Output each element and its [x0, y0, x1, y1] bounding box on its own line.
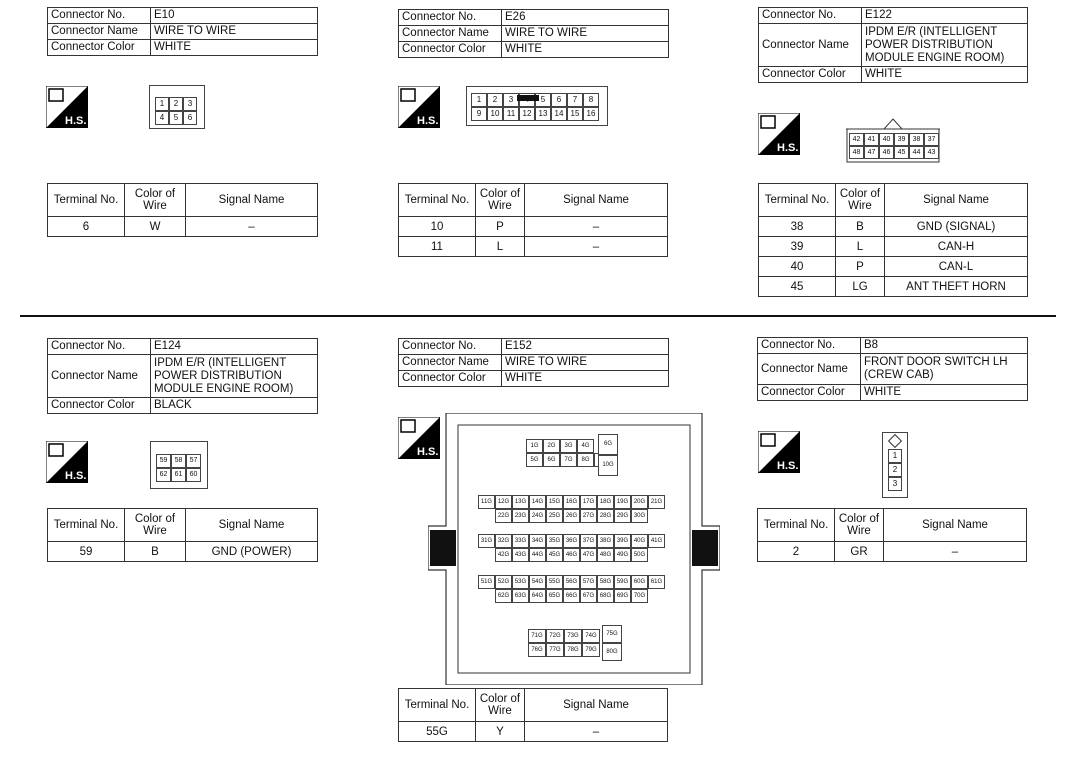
terminal-pin: 1: [155, 97, 169, 111]
terminal-no-cell: 45: [759, 277, 836, 297]
terminal-pin: 29G: [614, 509, 631, 523]
terminal-no-cell: 11: [399, 237, 476, 257]
signal-name-header: Signal Name: [885, 184, 1028, 217]
connector-no-value: E26: [502, 10, 669, 26]
terminal-pin: 24G: [529, 509, 546, 523]
terminal-pin: 5: [535, 93, 551, 107]
terminal-pin: 63G: [512, 589, 529, 603]
color-of-wire-header: Color of Wire: [836, 184, 885, 217]
terminal-pin: 10: [487, 107, 503, 121]
terminal-pin: 61: [171, 468, 186, 482]
terminal-pin: 70G: [631, 589, 648, 603]
harness-side-icon: [758, 431, 800, 473]
terminal-pin: 41: [864, 133, 879, 146]
terminal-pin: 11: [503, 107, 519, 121]
connector-no-label: Connector No.: [759, 8, 862, 24]
wire-color-cell: W: [125, 217, 186, 237]
terminal-pin: 2: [487, 93, 503, 107]
table-row: [399, 237, 668, 257]
wire-color-cell: GR: [835, 542, 884, 562]
terminal-pin: 59G: [614, 575, 631, 589]
connector-name-label: Connector Name: [48, 24, 151, 40]
color-of-wire-header: Color of Wire: [835, 509, 884, 542]
terminal-pin: 6G: [543, 453, 560, 467]
terminal-pin: 65G: [546, 589, 563, 603]
terminal-pin: 30G: [631, 509, 648, 523]
terminal-pin: 13: [535, 107, 551, 121]
hs-label: H.S.: [417, 446, 439, 458]
connector-no-value: E152: [502, 339, 669, 355]
terminal-pin: 44G: [529, 548, 546, 562]
signal-name-cell: –: [186, 217, 318, 237]
terminal-pin: 31G: [478, 534, 495, 548]
terminal-pin: 74G: [582, 629, 600, 643]
terminal-pin: 3: [888, 477, 902, 491]
connector-face-e122: [846, 117, 940, 163]
connector-no-label: Connector No.: [758, 338, 861, 354]
hs-label: H.S.: [65, 115, 87, 127]
terminal-pin: 68G: [597, 589, 614, 603]
terminal-pin: 26G: [563, 509, 580, 523]
connector-face-b8: [882, 432, 908, 498]
connector-color-label: Connector Color: [758, 385, 861, 401]
wire-color-cell: L: [476, 237, 525, 257]
terminal-pin: 15G: [546, 495, 563, 509]
connector-color-value: WHITE: [151, 40, 318, 56]
connector-name-label: Connector Name: [759, 24, 862, 67]
signal-name-cell: ANT THEFT HORN: [885, 277, 1028, 297]
terminal-pin: 15: [567, 107, 583, 121]
wire-color-cell: LG: [836, 277, 885, 297]
terminal-pin: 28G: [597, 509, 614, 523]
terminal-no-cell: 38: [759, 217, 836, 237]
table-row: [399, 722, 668, 742]
table-row: [48, 217, 318, 237]
terminal-pin: 25G: [546, 509, 563, 523]
terminal-no-cell: 55G: [399, 722, 476, 742]
terminal-pin: 58G: [597, 575, 614, 589]
terminal-pin: 45: [894, 146, 909, 159]
terminal-pin: 40: [879, 133, 894, 146]
terminal-pin: 2G: [543, 439, 560, 453]
terminal-pin: 6: [551, 93, 567, 107]
connector-color-label: Connector Color: [759, 67, 862, 83]
table-row: [759, 237, 1028, 257]
terminal-pin: 14G: [529, 495, 546, 509]
signal-name-cell: GND (POWER): [186, 542, 318, 562]
harness-side-icon: [46, 441, 88, 483]
terminal-pin: 76G: [528, 643, 546, 657]
terminal-pin: 39G: [614, 534, 631, 548]
terminal-pin: 75G: [602, 625, 622, 643]
connector-face-e26: [466, 86, 608, 126]
terminal-pin: 73G: [564, 629, 582, 643]
terminal-pin: 11G: [478, 495, 495, 509]
connector-color-value: WHITE: [502, 42, 669, 58]
connector-no-value: B8: [861, 338, 1028, 354]
signal-name-header: Signal Name: [525, 689, 668, 722]
terminal-pin: 61G: [648, 575, 665, 589]
connector-no-label: Connector No.: [399, 10, 502, 26]
terminal-pin: 59: [156, 454, 171, 468]
terminal-table-e26: [398, 183, 668, 257]
terminal-table-e124: [47, 508, 318, 562]
terminal-no-header: Terminal No.: [48, 509, 125, 542]
terminal-pin: 8: [583, 93, 599, 107]
terminal-pin: 34G: [529, 534, 546, 548]
terminal-no-header: Terminal No.: [399, 689, 476, 722]
connector-name-label: Connector Name: [399, 26, 502, 42]
connector-no-value: E10: [151, 8, 318, 24]
terminal-pin: 50G: [631, 548, 648, 562]
terminal-pin: 51G: [478, 575, 495, 589]
connector-info-e124: [47, 338, 318, 414]
signal-name-cell: –: [525, 237, 668, 257]
terminal-pin: 7: [567, 93, 583, 107]
color-of-wire-header: Color of Wire: [125, 509, 186, 542]
table-row: [758, 542, 1027, 562]
terminal-pin: 17G: [580, 495, 597, 509]
connector-face-e124: [150, 441, 208, 489]
connector-color-value: WHITE: [502, 371, 669, 387]
terminal-table-e122: [758, 183, 1028, 297]
connector-color-label: Connector Color: [399, 42, 502, 58]
terminal-pin: 8G: [577, 453, 594, 467]
terminal-pin: 80G: [602, 643, 622, 661]
terminal-pin: 37: [924, 133, 939, 146]
terminal-pin: 33G: [512, 534, 529, 548]
terminal-pin: 71G: [528, 629, 546, 643]
terminal-pin: 64G: [529, 589, 546, 603]
terminal-pin: 45G: [546, 548, 563, 562]
signal-name-header: Signal Name: [884, 509, 1027, 542]
terminal-pin: 46: [879, 146, 894, 159]
terminal-pin: 1: [471, 93, 487, 107]
terminal-pin: 56G: [563, 575, 580, 589]
connector-face-e152: [428, 413, 720, 685]
terminal-pin: 46G: [563, 548, 580, 562]
terminal-no-cell: 6: [48, 217, 125, 237]
terminal-pin: 69G: [614, 589, 631, 603]
terminal-pin: 18G: [597, 495, 614, 509]
connector-name-label: Connector Name: [399, 355, 502, 371]
terminal-pin: 32G: [495, 534, 512, 548]
connector-info-e122: [758, 7, 1028, 83]
harness-side-icon: [758, 113, 800, 155]
terminal-no-cell: 10: [399, 217, 476, 237]
signal-name-cell: CAN-L: [885, 257, 1028, 277]
table-row: [759, 217, 1028, 237]
terminal-pin: 77G: [546, 643, 564, 657]
hs-label: H.S.: [65, 470, 87, 482]
terminal-no-header: Terminal No.: [399, 184, 476, 217]
terminal-table-e10: [47, 183, 318, 237]
terminal-pin: 47: [864, 146, 879, 159]
connector-info-e26: [398, 9, 669, 58]
connector-no-label: Connector No.: [48, 8, 151, 24]
connector-color-label: Connector Color: [48, 398, 151, 414]
terminal-pin: 4G: [577, 439, 594, 453]
terminal-pin: 35G: [546, 534, 563, 548]
terminal-pin: 6G: [598, 434, 618, 455]
section-divider: [20, 315, 1056, 317]
terminal-pin: 79G: [582, 643, 600, 657]
terminal-pin: 67G: [580, 589, 597, 603]
terminal-pin: 2: [169, 97, 183, 111]
terminal-no-cell: 40: [759, 257, 836, 277]
terminal-pin: 43G: [512, 548, 529, 562]
terminal-no-cell: 2: [758, 542, 835, 562]
terminal-pin: 1: [888, 449, 902, 463]
color-of-wire-header: Color of Wire: [476, 689, 525, 722]
connector-color-label: Connector Color: [399, 371, 502, 387]
signal-name-header: Signal Name: [186, 509, 318, 542]
terminal-pin: 43: [924, 146, 939, 159]
terminal-pin: 1G: [526, 439, 543, 453]
terminal-pin: 48: [849, 146, 864, 159]
terminal-pin: 53G: [512, 575, 529, 589]
terminal-pin: 16G: [563, 495, 580, 509]
connector-name-value: WIRE TO WIRE: [502, 26, 669, 42]
terminal-pin: 55G: [546, 575, 563, 589]
terminal-pin: 54G: [529, 575, 546, 589]
terminal-pin: 48G: [597, 548, 614, 562]
connector-info-b8: [757, 337, 1028, 401]
terminal-table-e152: [398, 688, 668, 742]
hs-label: H.S.: [417, 115, 439, 127]
terminal-pin: 27G: [580, 509, 597, 523]
connector-name-value: FRONT DOOR SWITCH LH (CREW CAB): [861, 354, 1028, 385]
harness-side-icon: [398, 86, 440, 128]
wire-color-cell: Y: [476, 722, 525, 742]
terminal-no-header: Terminal No.: [759, 184, 836, 217]
terminal-pin: 20G: [631, 495, 648, 509]
connector-name-label: Connector Name: [48, 355, 151, 398]
connector-color-label: Connector Color: [48, 40, 151, 56]
connector-no-label: Connector No.: [399, 339, 502, 355]
terminal-no-cell: 39: [759, 237, 836, 257]
terminal-pin: 13G: [512, 495, 529, 509]
terminal-pin: 5: [169, 111, 183, 125]
hs-label: H.S.: [777, 460, 799, 472]
terminal-pin: 21G: [648, 495, 665, 509]
hs-label: H.S.: [777, 142, 799, 154]
signal-name-cell: –: [525, 217, 668, 237]
terminal-pin: 36G: [563, 534, 580, 548]
signal-name-header: Signal Name: [186, 184, 318, 217]
terminal-pin: 57G: [580, 575, 597, 589]
terminal-pin: 19G: [614, 495, 631, 509]
terminal-pin: 4: [155, 111, 169, 125]
lock-tab-icon: [888, 434, 902, 448]
terminal-pin: 3: [183, 97, 197, 111]
signal-name-cell: GND (SIGNAL): [885, 217, 1028, 237]
signal-name-cell: CAN-H: [885, 237, 1028, 257]
terminal-pin: 37G: [580, 534, 597, 548]
table-row: [759, 257, 1028, 277]
terminal-pin: 38: [909, 133, 924, 146]
harness-side-icon: [46, 86, 88, 128]
terminal-pin: 38G: [597, 534, 614, 548]
terminal-pin: 41G: [648, 534, 665, 548]
terminal-pin: 14: [551, 107, 567, 121]
terminal-pin: 7G: [560, 453, 577, 467]
connector-info-e10: [47, 7, 318, 56]
terminal-pin: 23G: [512, 509, 529, 523]
wire-color-cell: P: [476, 217, 525, 237]
terminal-pin: 6: [183, 111, 197, 125]
connector-name-value: WIRE TO WIRE: [151, 24, 318, 40]
terminal-no-header: Terminal No.: [48, 184, 125, 217]
wire-color-cell: B: [125, 542, 186, 562]
table-row: [48, 542, 318, 562]
terminal-pin: 49G: [614, 548, 631, 562]
terminal-pin: 47G: [580, 548, 597, 562]
connector-face-e10: [149, 85, 205, 129]
terminal-pin: 12G: [495, 495, 512, 509]
terminal-pin: 60: [186, 468, 201, 482]
terminal-pin: 62G: [495, 589, 512, 603]
connector-name-value: WIRE TO WIRE: [502, 355, 669, 371]
color-of-wire-header: Color of Wire: [476, 184, 525, 217]
connector-color-value: BLACK: [151, 398, 318, 414]
terminal-pin: 42G: [495, 548, 512, 562]
terminal-pin: 16: [583, 107, 599, 121]
connector-color-value: WHITE: [862, 67, 1028, 83]
wire-color-cell: P: [836, 257, 885, 277]
connector-name-label: Connector Name: [758, 354, 861, 385]
wire-color-cell: L: [836, 237, 885, 257]
connector-no-label: Connector No.: [48, 339, 151, 355]
connector-no-value: E124: [151, 339, 318, 355]
connector-name-value: IPDM E/R (INTELLIGENT POWER DISTRIBUTION MODULE ENGINE ROOM): [151, 355, 318, 398]
terminal-pin: 62: [156, 468, 171, 482]
terminal-pin: 2: [888, 463, 902, 477]
terminal-pin: 3: [503, 93, 519, 107]
connector-no-value: E122: [862, 8, 1028, 24]
terminal-pin: 72G: [546, 629, 564, 643]
wire-color-cell: B: [836, 217, 885, 237]
terminal-pin: 58: [171, 454, 186, 468]
color-of-wire-header: Color of Wire: [125, 184, 186, 217]
table-row: [399, 217, 668, 237]
terminal-pin: 3G: [560, 439, 577, 453]
terminal-pin: 40G: [631, 534, 648, 548]
table-row: [759, 277, 1028, 297]
signal-name-cell: –: [525, 722, 668, 742]
terminal-no-header: Terminal No.: [758, 509, 835, 542]
lock-tab-icon: [517, 95, 539, 101]
terminal-no-cell: 59: [48, 542, 125, 562]
terminal-pin: 78G: [564, 643, 582, 657]
terminal-pin: 5G: [526, 453, 543, 467]
terminal-pin: 57: [186, 454, 201, 468]
terminal-pin: 12: [519, 107, 535, 121]
connector-info-e152: [398, 338, 669, 387]
terminal-pin: 9: [471, 107, 487, 121]
terminal-pin: 52G: [495, 575, 512, 589]
signal-name-cell: –: [884, 542, 1027, 562]
signal-name-header: Signal Name: [525, 184, 668, 217]
terminal-pin: 22G: [495, 509, 512, 523]
terminal-pin: 60G: [631, 575, 648, 589]
terminal-pin: 44: [909, 146, 924, 159]
terminal-pin: 66G: [563, 589, 580, 603]
connector-name-value: IPDM E/R (INTELLIGENT POWER DISTRIBUTION MODULE ENGINE ROOM): [862, 24, 1028, 67]
terminal-table-b8: [757, 508, 1027, 562]
connector-color-value: WHITE: [861, 385, 1028, 401]
terminal-pin: 42: [849, 133, 864, 146]
terminal-pin: 10G: [598, 455, 618, 476]
terminal-pin: 39: [894, 133, 909, 146]
